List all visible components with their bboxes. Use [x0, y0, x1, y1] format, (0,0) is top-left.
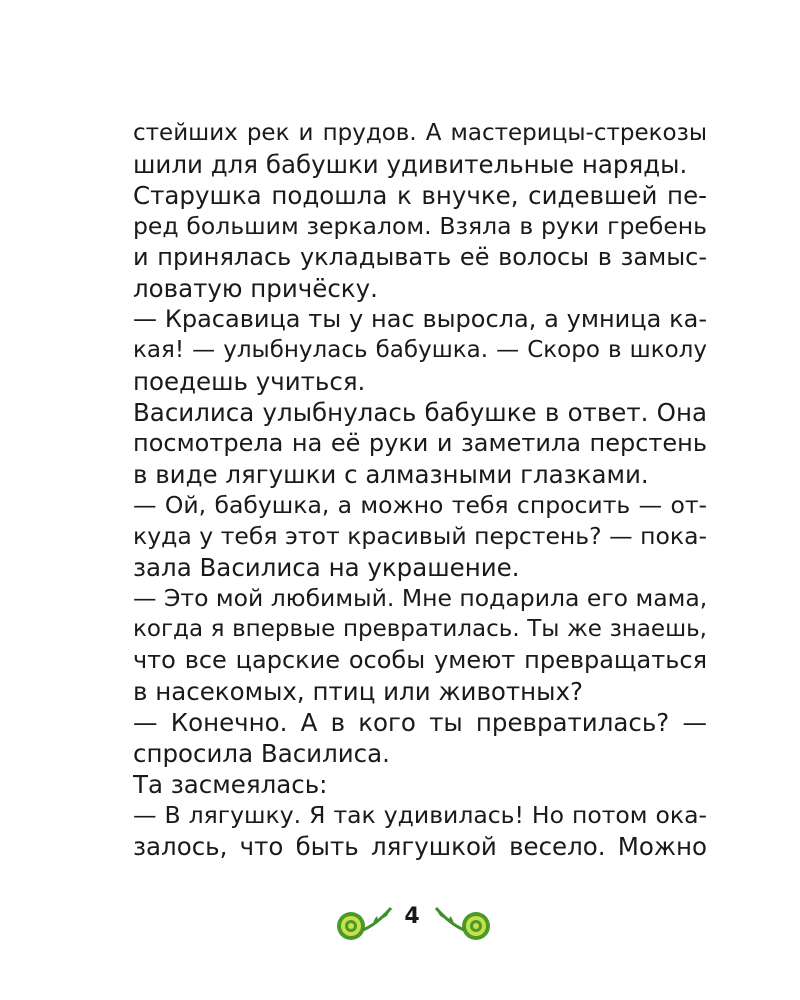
- text-line: посмотрела на её руки и заметила перстень: [133, 429, 707, 457]
- text-line: залось, что быть лягушкой весело. Можно: [133, 832, 707, 861]
- text-line: — Это мой любимый. Мне подарила его мама,: [133, 584, 707, 612]
- text-line: стейших рек и прудов. А мастерицы-стрекозы: [133, 120, 707, 146]
- page-footer: [0, 900, 800, 950]
- text-line: Та засмеялась:: [133, 770, 328, 799]
- text-line: — Ой, бабушка, а можно тебя спросить — от-: [133, 491, 707, 519]
- text-line: шили для бабушки удивительные наряды.: [133, 150, 688, 179]
- text-line: куда у тебя этот красивый перстень? — пока-: [133, 522, 707, 550]
- text-line: Старушка подошла к внучке, сидевшей пе-: [133, 181, 707, 210]
- fern-swirl-icon: [432, 904, 494, 944]
- text-line: и принялась укладывать её волосы в замыс-: [133, 243, 707, 271]
- story-text: [133, 118, 707, 862]
- page-number: 4: [404, 904, 420, 929]
- text-line: кая! — улыбнулась бабушка. — Скоро в школу: [133, 337, 707, 363]
- fern-swirl-icon: [333, 904, 395, 944]
- text-line: в насекомых, птиц или животных?: [133, 677, 584, 706]
- text-line: ред большим зеркалом. Взяла в руки гребень: [133, 212, 707, 240]
- text-line: Василиса улыбнулась бабушке в ответ. Она: [133, 398, 707, 427]
- text-line: что все царские особы умеют превращаться: [133, 646, 707, 674]
- text-line: — Конечно. А в кого ты превратилась? —: [133, 708, 707, 737]
- text-line: спросила Василиса.: [133, 739, 390, 768]
- text-line: когда я впервые превратилась. Ты же знаешь,: [133, 616, 707, 642]
- text-line: — В лягушку. Я так удивилась! Но потом ока-: [133, 801, 707, 829]
- text-line: поедешь учиться.: [133, 367, 366, 396]
- text-line: ловатую причёску.: [133, 274, 378, 303]
- text-line: зала Василиса на украшение.: [133, 553, 520, 582]
- text-line: — Красавица ты у нас выросла, а умница ка-: [133, 305, 707, 333]
- text-line: в виде лягушки с алмазными глазками.: [133, 460, 649, 489]
